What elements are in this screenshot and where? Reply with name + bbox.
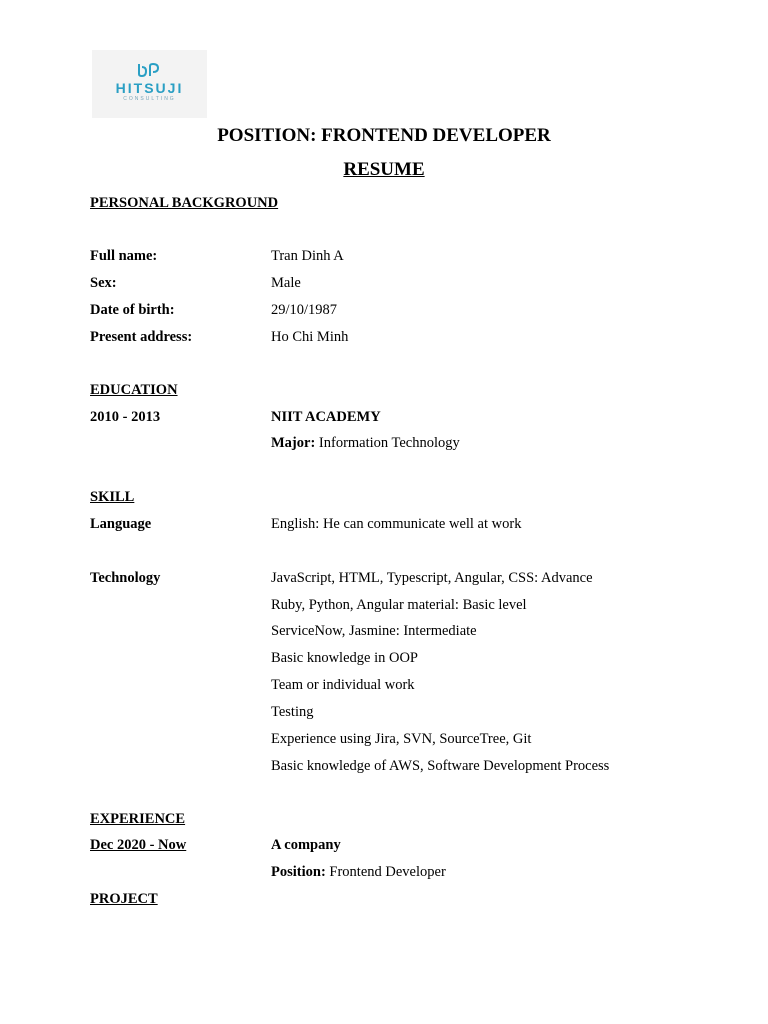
education-major (271, 434, 460, 452)
experience-position (271, 863, 446, 881)
sex-value: Male (271, 275, 301, 291)
education-heading: EDUCATION (90, 382, 178, 398)
logo-subtitle: CONSULTING (123, 96, 176, 102)
language-value: English: He can communicate well at work (271, 516, 522, 532)
technology-item: ServiceNow, Jasmine: Intermediate (271, 623, 477, 639)
technology-item: Experience using Jira, SVN, SourceTree, Git (271, 731, 532, 747)
position-title: POSITION: FRONTEND DEVELOPER (217, 125, 551, 146)
sex-label: Sex: (90, 275, 117, 291)
project-heading: PROJECT (90, 891, 158, 907)
education-period: 2010 - 2013 (90, 409, 161, 425)
major-value: Information Technology (318, 435, 460, 451)
experience-period: Dec 2020 - Now (90, 837, 187, 853)
present-address-label: Present address: (90, 329, 193, 345)
date-of-birth-value: 29/10/1987 (271, 302, 338, 318)
technology-item: JavaScript, HTML, Typescript, Angular, CSS: Advance (271, 570, 593, 586)
technology-item: Team or individual work (271, 677, 415, 693)
experience-company: A company (271, 837, 341, 853)
present-address-value: Ho Chi Minh (271, 329, 349, 345)
technology-item: Ruby, Python, Angular material: Basic level (271, 597, 527, 613)
language-label: Language (90, 516, 152, 532)
education-school: NIIT ACADEMY (271, 409, 381, 425)
technology-item: Basic knowledge of AWS, Software Development Process (271, 758, 610, 774)
full-name-label: Full name: (90, 248, 158, 264)
position-value: Frontend Developer (329, 864, 446, 880)
technology-item: Testing (271, 704, 314, 720)
resume-title: RESUME (343, 159, 425, 180)
technology-label: Technology (90, 570, 161, 586)
full-name-value: Tran Dinh A (271, 248, 344, 264)
technology-item: Basic knowledge in OOP (271, 650, 418, 666)
position-label: Position: (271, 864, 326, 880)
major-label: Major: (271, 435, 316, 451)
hitsuji-logo (92, 50, 207, 118)
hitsuji-logo-icon (136, 62, 162, 78)
logo-wordmark: HITSUJI (115, 80, 184, 96)
experience-heading: EXPERIENCE (90, 811, 186, 827)
personal-background-heading: PERSONAL BACKGROUND (90, 195, 279, 211)
date-of-birth-label: Date of birth: (90, 302, 175, 318)
skill-heading: SKILL (90, 489, 135, 505)
